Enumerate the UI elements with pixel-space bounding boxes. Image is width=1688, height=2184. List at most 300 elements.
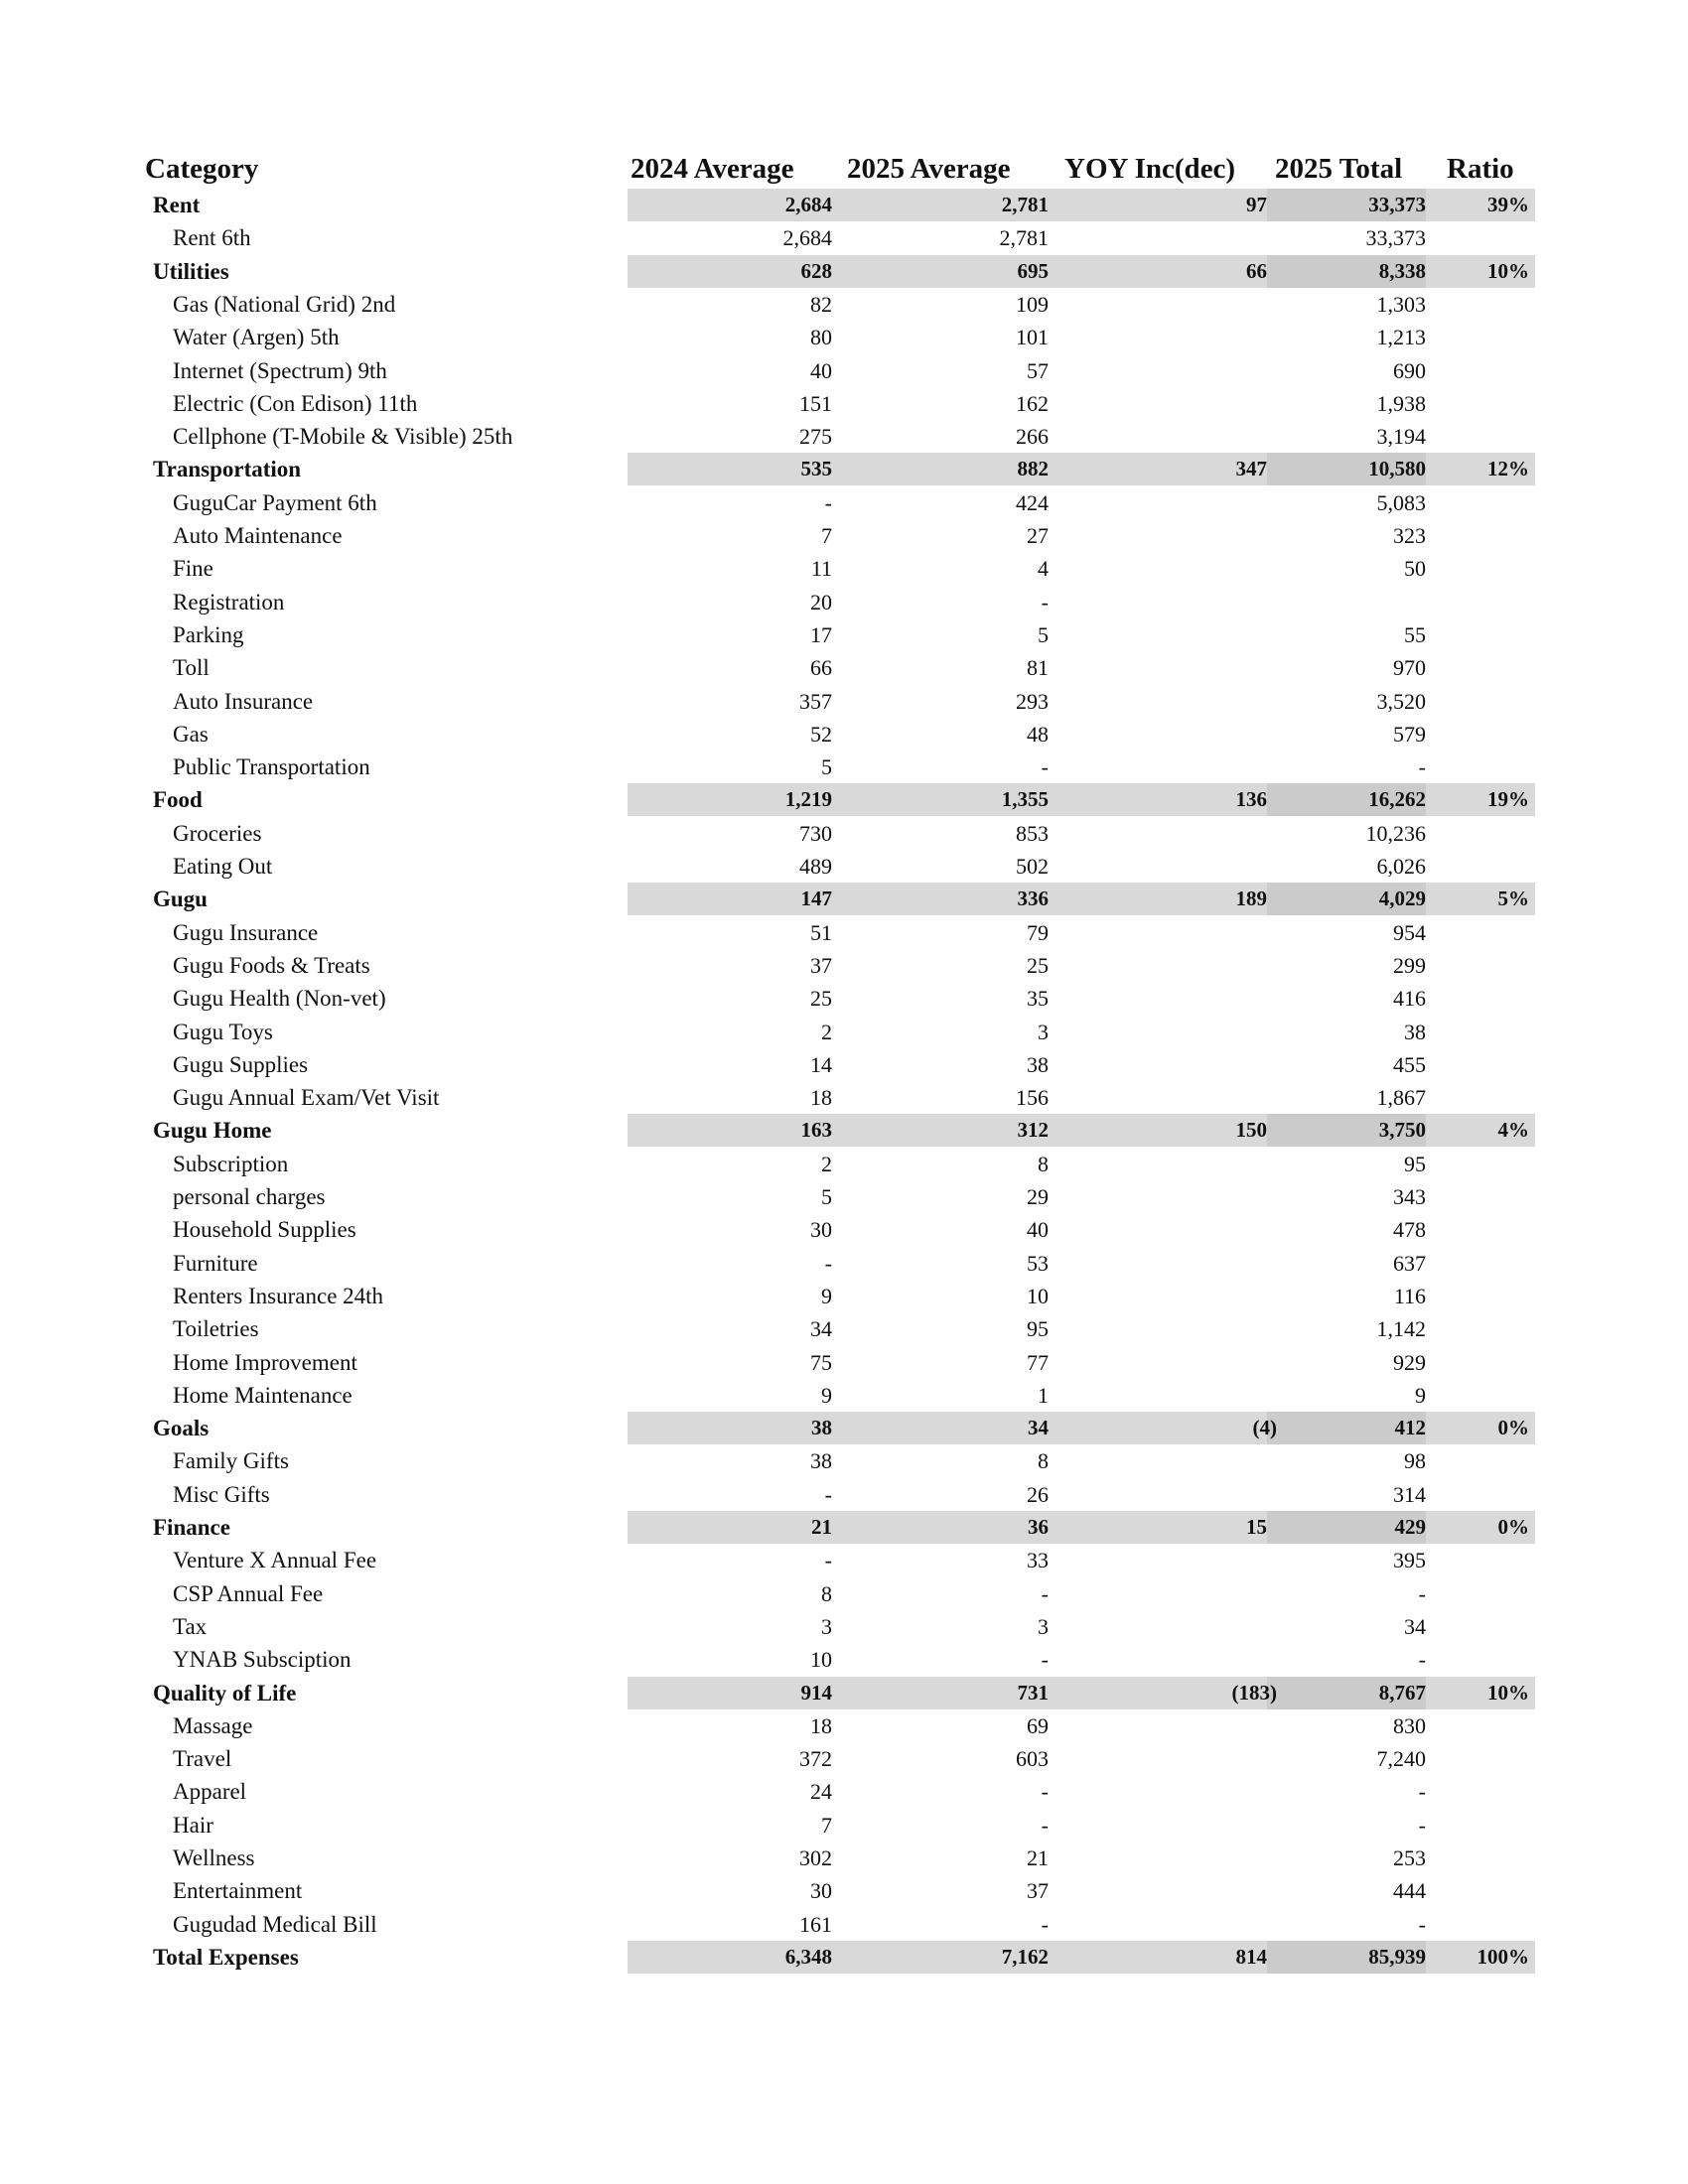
total-2025-cell: 455 — [1393, 1051, 1426, 1077]
avg-2025-cell: - — [1041, 589, 1049, 614]
avg-2024-cell: 8 — [821, 1580, 832, 1606]
ratio-cell — [1426, 221, 1529, 254]
avg-2024-cell: 5 — [821, 754, 832, 780]
avg-2024-cell: 730 — [799, 820, 832, 846]
avg-2024-cell: 7 — [821, 1812, 832, 1838]
total-2025-cell: 116 — [1393, 1283, 1426, 1308]
yoy-cell: 814 — [1235, 1944, 1267, 1969]
avg-2025-cell: - — [1041, 1812, 1049, 1838]
category-cell: Rent — [153, 193, 201, 217]
total-2025-cell: 1,938 — [1376, 390, 1426, 416]
yoy-cell — [1053, 718, 1267, 751]
yoy-cell — [1053, 817, 1267, 850]
yoy-cell: 15 — [1246, 1515, 1267, 1539]
yoy-cell — [1053, 1213, 1267, 1246]
avg-2025-cell: 57 — [1027, 357, 1049, 383]
avg-2025-cell: 3 — [1038, 1613, 1049, 1639]
category-cell: Quality of Life — [153, 1680, 297, 1706]
avg-2025-cell: 95 — [1027, 1316, 1049, 1342]
category-cell: Gugu Health (Non-vet) — [173, 986, 386, 1012]
avg-2025-cell: - — [1041, 1779, 1049, 1805]
group-row — [0, 1511, 1688, 1544]
total-2025-cell: 10,580 — [1368, 457, 1426, 481]
ratio-cell — [1426, 486, 1529, 519]
ratio-cell — [1426, 1247, 1529, 1280]
category-cell: Massage — [173, 1712, 253, 1738]
ratio-cell — [1426, 1809, 1529, 1842]
yoy-cell — [1053, 1312, 1267, 1345]
yoy-cell — [1053, 1775, 1267, 1808]
ratio-cell: 19% — [1487, 787, 1529, 812]
avg-2025-cell: 336 — [1017, 887, 1049, 911]
category-cell: Gugu Insurance — [173, 919, 319, 945]
ratio-cell — [1426, 354, 1529, 387]
total-2025-cell: 9 — [1415, 1382, 1426, 1408]
ratio-cell — [1426, 916, 1529, 949]
yoy-cell — [1053, 1148, 1267, 1180]
avg-2025-cell: 79 — [1027, 919, 1049, 945]
ratio-cell — [1426, 1016, 1529, 1048]
ratio-cell — [1426, 288, 1529, 321]
item-row — [0, 354, 1688, 387]
yoy-cell — [1053, 949, 1267, 982]
item-row — [0, 1213, 1688, 1246]
category-cell: Auto Insurance — [173, 688, 314, 714]
total-2025-cell: 954 — [1393, 919, 1426, 945]
total-2025-cell: 830 — [1393, 1712, 1426, 1738]
yoy-cell — [1053, 221, 1267, 254]
ratio-cell — [1426, 1610, 1529, 1643]
avg-2024-cell: - — [824, 1250, 832, 1276]
avg-2024-cell: 2,684 — [784, 193, 832, 216]
category-cell: Wellness — [173, 1845, 255, 1870]
total-2025-cell: 343 — [1393, 1184, 1426, 1209]
category-cell: Venture X Annual Fee — [173, 1548, 377, 1573]
avg-2025-cell: 4 — [1038, 556, 1049, 582]
avg-2024-cell: 7 — [821, 523, 832, 548]
yoy-cell: 136 — [1235, 787, 1267, 812]
avg-2024-cell: - — [824, 1548, 832, 1573]
avg-2024-cell: 51 — [810, 919, 832, 945]
avg-2024-cell: 147 — [800, 887, 832, 911]
ratio-cell — [1426, 618, 1529, 651]
avg-2025-cell: 695 — [1017, 258, 1049, 283]
total-2025-cell: 85,939 — [1368, 1944, 1426, 1969]
item-row — [0, 817, 1688, 850]
ratio-cell: 5% — [1497, 887, 1529, 911]
yoy-cell — [1053, 1081, 1267, 1114]
item-row — [0, 1874, 1688, 1907]
category-cell: Misc Gifts — [173, 1481, 270, 1507]
total-2025-cell: - — [1418, 754, 1426, 780]
category-cell: Gugu Toys — [173, 1019, 273, 1044]
ratio-cell — [1426, 586, 1529, 618]
avg-2025-cell: 77 — [1027, 1349, 1049, 1375]
header-row — [0, 149, 1688, 189]
total-2025-cell: 412 — [1394, 1416, 1426, 1440]
item-row — [0, 850, 1688, 883]
ratio-cell — [1426, 1379, 1529, 1412]
avg-2024-cell: 21 — [811, 1515, 832, 1539]
avg-2025-cell: 312 — [1017, 1118, 1049, 1143]
total-2025-cell: 5,083 — [1376, 489, 1426, 515]
item-row — [0, 1247, 1688, 1280]
yoy-cell — [1053, 1709, 1267, 1742]
item-row — [0, 982, 1688, 1015]
yoy-cell — [1053, 1908, 1267, 1941]
avg-2024-cell: 30 — [810, 1878, 832, 1904]
ratio-cell — [1426, 1213, 1529, 1246]
category-cell: Auto Maintenance — [173, 523, 343, 548]
total-2025-cell: 10,236 — [1365, 820, 1426, 846]
category-cell: Subscription — [173, 1151, 289, 1176]
category-cell: Water (Argen) 5th — [173, 325, 340, 350]
yoy-cell: 189 — [1235, 887, 1267, 911]
avg-2025-cell: 2,781 — [999, 225, 1049, 251]
avg-2024-cell: 10 — [810, 1647, 832, 1673]
avg-2024-cell: 151 — [799, 390, 832, 416]
ratio-cell — [1426, 387, 1529, 420]
item-row — [0, 1081, 1688, 1114]
avg-2025-cell: 8 — [1038, 1151, 1049, 1176]
item-row — [0, 1148, 1688, 1180]
total-2025-cell: 429 — [1394, 1515, 1426, 1539]
category-cell: Furniture — [173, 1250, 258, 1276]
item-row — [0, 1842, 1688, 1874]
ratio-cell — [1426, 1643, 1529, 1676]
total-2025-cell: - — [1418, 1812, 1426, 1838]
avg-2025-cell: 35 — [1027, 986, 1049, 1012]
category-cell: Food — [153, 787, 203, 813]
category-cell: Transportation — [153, 457, 302, 482]
avg-2025-cell: 7,162 — [1001, 1944, 1049, 1969]
avg-2025-cell: 26 — [1027, 1481, 1049, 1507]
item-row — [0, 1809, 1688, 1842]
ratio-cell: 10% — [1487, 1680, 1529, 1705]
ratio-cell — [1426, 982, 1529, 1015]
avg-2025-cell: 162 — [1016, 390, 1049, 416]
total-2025-cell: 7,240 — [1376, 1746, 1426, 1772]
yoy-cell — [1053, 1346, 1267, 1379]
avg-2024-cell: 52 — [810, 721, 832, 747]
category-cell: CSP Annual Fee — [173, 1580, 324, 1606]
avg-2025-cell: 502 — [1016, 854, 1049, 879]
header-2025-total: 2025 Total — [1275, 153, 1403, 185]
yoy-cell — [1053, 486, 1267, 519]
ratio-cell — [1426, 1842, 1529, 1874]
avg-2025-cell: 882 — [1017, 457, 1049, 481]
total-2025-cell: 579 — [1393, 721, 1426, 747]
avg-2025-cell: 266 — [1016, 424, 1049, 450]
total-2025-cell: 33,373 — [1365, 225, 1426, 251]
ratio-cell — [1426, 1444, 1529, 1477]
item-row — [0, 1280, 1688, 1312]
avg-2024-cell: 357 — [799, 688, 832, 714]
total-2025-cell: 929 — [1393, 1349, 1426, 1375]
item-row — [0, 1610, 1688, 1643]
yoy-cell — [1053, 982, 1267, 1015]
total-2025-cell: 323 — [1393, 523, 1426, 548]
yoy-cell — [1053, 1874, 1267, 1907]
yoy-cell — [1053, 1048, 1267, 1081]
avg-2025-cell: 38 — [1027, 1051, 1049, 1077]
yoy-cell — [1053, 1247, 1267, 1280]
avg-2024-cell: 372 — [799, 1746, 832, 1772]
avg-2025-cell: 48 — [1027, 721, 1049, 747]
item-row — [0, 949, 1688, 982]
group-row — [0, 255, 1688, 288]
ratio-cell — [1426, 850, 1529, 883]
avg-2024-cell: 275 — [799, 424, 832, 450]
total-2025-cell: 478 — [1393, 1217, 1426, 1243]
ratio-cell — [1426, 552, 1529, 585]
total-2025-cell: 395 — [1393, 1548, 1426, 1573]
group-row — [0, 1941, 1688, 1974]
ratio-cell: 100% — [1477, 1944, 1529, 1969]
item-row — [0, 486, 1688, 519]
total-2025-cell: 314 — [1393, 1481, 1426, 1507]
yoy-cell — [1053, 1180, 1267, 1213]
total-2025-cell: 55 — [1404, 621, 1426, 647]
avg-2025-cell: 69 — [1027, 1712, 1049, 1738]
category-cell: Tax — [173, 1613, 208, 1639]
total-2025-cell: 3,750 — [1378, 1118, 1426, 1143]
category-cell: Eating Out — [173, 854, 273, 879]
category-cell: Gugu — [153, 887, 208, 912]
yoy-cell — [1053, 420, 1267, 453]
item-row — [0, 1048, 1688, 1081]
avg-2024-cell: 163 — [800, 1118, 832, 1143]
category-cell: Entertainment — [173, 1878, 303, 1904]
category-cell: YNAB Subsciption — [173, 1647, 352, 1673]
category-cell: Utilities — [153, 258, 229, 284]
ratio-cell — [1426, 1346, 1529, 1379]
total-2025-cell: 34 — [1404, 1613, 1426, 1639]
ratio-cell — [1426, 1478, 1529, 1511]
avg-2024-cell: 2 — [821, 1019, 832, 1044]
category-cell: Fine — [173, 556, 213, 582]
header-yoy: YOY Inc(dec) — [1064, 153, 1236, 185]
category-cell: Gugu Foods & Treats — [173, 952, 370, 978]
header-2025-average: 2025 Average — [847, 153, 1011, 185]
avg-2024-cell: 9 — [821, 1283, 832, 1308]
avg-2024-cell: 1,219 — [784, 787, 832, 812]
category-cell: Rent 6th — [173, 225, 251, 251]
header-category: Category — [145, 153, 259, 185]
item-row — [0, 1643, 1688, 1676]
yoy-cell — [1053, 1577, 1267, 1610]
avg-2025-cell: 603 — [1016, 1746, 1049, 1772]
ratio-cell — [1426, 1544, 1529, 1576]
yoy-cell: (4) — [1252, 1416, 1277, 1440]
ratio-cell — [1426, 718, 1529, 751]
avg-2024-cell: 17 — [810, 621, 832, 647]
avg-2025-cell: 8 — [1038, 1448, 1049, 1474]
item-row — [0, 1544, 1688, 1576]
yoy-cell: 347 — [1235, 457, 1267, 481]
item-row — [0, 1379, 1688, 1412]
ratio-cell — [1426, 1742, 1529, 1775]
yoy-cell — [1053, 618, 1267, 651]
total-2025-cell: 690 — [1393, 357, 1426, 383]
ratio-cell — [1426, 1180, 1529, 1213]
category-cell: Finance — [153, 1515, 230, 1540]
ratio-cell — [1426, 1280, 1529, 1312]
ratio-cell — [1426, 420, 1529, 453]
ratio-cell — [1426, 817, 1529, 850]
group-row — [0, 1677, 1688, 1709]
avg-2025-cell: 1,355 — [1001, 787, 1049, 812]
ratio-cell — [1426, 1081, 1529, 1114]
category-cell: Groceries — [173, 820, 262, 846]
total-2025-cell: 253 — [1393, 1845, 1426, 1870]
avg-2024-cell: 11 — [810, 556, 832, 582]
category-cell: Registration — [173, 589, 285, 614]
total-2025-cell: - — [1418, 1580, 1426, 1606]
ratio-cell — [1426, 685, 1529, 718]
total-2025-cell: 444 — [1393, 1878, 1426, 1904]
total-2025-cell: 3,194 — [1376, 424, 1426, 450]
item-row — [0, 1346, 1688, 1379]
avg-2025-cell: 29 — [1027, 1184, 1049, 1209]
avg-2024-cell: 25 — [810, 986, 832, 1012]
yoy-cell — [1053, 1280, 1267, 1312]
avg-2025-cell: 5 — [1038, 621, 1049, 647]
category-cell: Electric (Con Edison) 11th — [173, 390, 418, 416]
total-2025-cell: 1,867 — [1376, 1085, 1426, 1111]
item-row — [0, 685, 1688, 718]
total-2025-cell: 38 — [1404, 1019, 1426, 1044]
item-row — [0, 1312, 1688, 1345]
avg-2025-cell: 156 — [1016, 1085, 1049, 1111]
category-cell: GuguCar Payment 6th — [173, 489, 377, 515]
avg-2025-cell: - — [1041, 1911, 1049, 1937]
yoy-cell — [1053, 552, 1267, 585]
avg-2024-cell: 2 — [821, 1151, 832, 1176]
yoy-cell — [1053, 387, 1267, 420]
item-row — [0, 1444, 1688, 1477]
avg-2024-cell: 914 — [800, 1680, 832, 1705]
group-row — [0, 883, 1688, 915]
category-cell: Total Expenses — [153, 1944, 299, 1970]
category-cell: Hair — [173, 1812, 213, 1838]
yoy-cell — [1053, 751, 1267, 783]
avg-2025-cell: 25 — [1027, 952, 1049, 978]
avg-2024-cell: 38 — [810, 1448, 832, 1474]
avg-2024-cell: 18 — [810, 1712, 832, 1738]
category-cell: Cellphone (T-Mobile & Visible) 25th — [173, 424, 513, 450]
item-row — [0, 552, 1688, 585]
category-cell: Home Improvement — [173, 1349, 357, 1375]
ratio-cell — [1426, 1874, 1529, 1907]
avg-2025-cell: 21 — [1027, 1845, 1049, 1870]
ratio-cell: 39% — [1487, 193, 1529, 216]
avg-2024-cell: 6,348 — [784, 1944, 832, 1969]
category-cell: Goals — [153, 1416, 210, 1441]
avg-2024-cell: 2,684 — [782, 225, 832, 251]
avg-2025-cell: 33 — [1027, 1548, 1049, 1573]
total-2025-cell: 3,520 — [1376, 688, 1426, 714]
yoy-cell — [1053, 850, 1267, 883]
avg-2024-cell: 34 — [810, 1316, 832, 1342]
group-row — [0, 189, 1688, 221]
yoy-cell — [1053, 586, 1267, 618]
category-cell: Gas (National Grid) 2nd — [173, 291, 396, 317]
total-2025-cell: 6,026 — [1376, 854, 1426, 879]
avg-2024-cell: 628 — [800, 258, 832, 283]
yoy-cell: 150 — [1235, 1118, 1267, 1143]
yoy-cell — [1053, 1544, 1267, 1576]
avg-2025-cell: 424 — [1016, 489, 1049, 515]
total-2025-cell: 970 — [1393, 655, 1426, 681]
item-row — [0, 1775, 1688, 1808]
avg-2025-cell: 853 — [1016, 820, 1049, 846]
group-row — [0, 783, 1688, 816]
category-cell: Family Gifts — [173, 1448, 289, 1474]
yoy-cell — [1053, 288, 1267, 321]
category-cell: Toiletries — [173, 1316, 259, 1342]
avg-2024-cell: 30 — [810, 1217, 832, 1243]
avg-2025-cell: 53 — [1027, 1250, 1049, 1276]
avg-2025-cell: 3 — [1038, 1019, 1049, 1044]
total-2025-cell: 416 — [1393, 986, 1426, 1012]
total-2025-cell: 1,213 — [1376, 325, 1426, 350]
avg-2025-cell: 1 — [1038, 1382, 1049, 1408]
avg-2025-cell: - — [1041, 1580, 1049, 1606]
avg-2024-cell: 14 — [810, 1051, 832, 1077]
avg-2024-cell: 37 — [810, 952, 832, 978]
avg-2024-cell: 9 — [821, 1382, 832, 1408]
avg-2024-cell: 24 — [810, 1779, 832, 1805]
ratio-cell — [1426, 1908, 1529, 1941]
ratio-cell: 10% — [1487, 258, 1529, 283]
item-row — [0, 519, 1688, 552]
category-cell: Toll — [173, 655, 210, 681]
group-row — [0, 1412, 1688, 1444]
category-cell: Gas — [173, 721, 209, 747]
group-row — [0, 453, 1688, 485]
ratio-cell: 0% — [1497, 1515, 1529, 1539]
category-cell: Renters Insurance 24th — [173, 1283, 384, 1308]
item-row — [0, 1908, 1688, 1941]
ratio-cell: 0% — [1497, 1416, 1529, 1440]
item-row — [0, 1577, 1688, 1610]
yoy-cell — [1053, 354, 1267, 387]
avg-2024-cell: 20 — [810, 589, 832, 614]
avg-2024-cell: 40 — [810, 357, 832, 383]
category-cell: Internet (Spectrum) 9th — [173, 357, 387, 383]
avg-2025-cell: - — [1041, 754, 1049, 780]
ratio-cell — [1426, 1148, 1529, 1180]
item-row — [0, 651, 1688, 684]
avg-2025-cell: 109 — [1016, 291, 1049, 317]
item-row — [0, 1709, 1688, 1742]
total-2025-cell: 98 — [1404, 1448, 1426, 1474]
item-row — [0, 420, 1688, 453]
category-cell: Gugu Supplies — [173, 1051, 309, 1077]
category-cell: Public Transportation — [173, 754, 370, 780]
total-2025-cell: - — [1418, 1779, 1426, 1805]
category-cell: personal charges — [173, 1184, 326, 1209]
header-ratio: Ratio — [1447, 153, 1514, 185]
header-2024-average: 2024 Average — [631, 153, 794, 185]
ratio-cell — [1426, 1709, 1529, 1742]
total-2025-cell: 1,303 — [1376, 291, 1426, 317]
avg-2025-cell: 293 — [1016, 688, 1049, 714]
total-2025-cell — [1267, 586, 1426, 618]
avg-2025-cell: 40 — [1027, 1217, 1049, 1243]
item-row — [0, 1478, 1688, 1511]
